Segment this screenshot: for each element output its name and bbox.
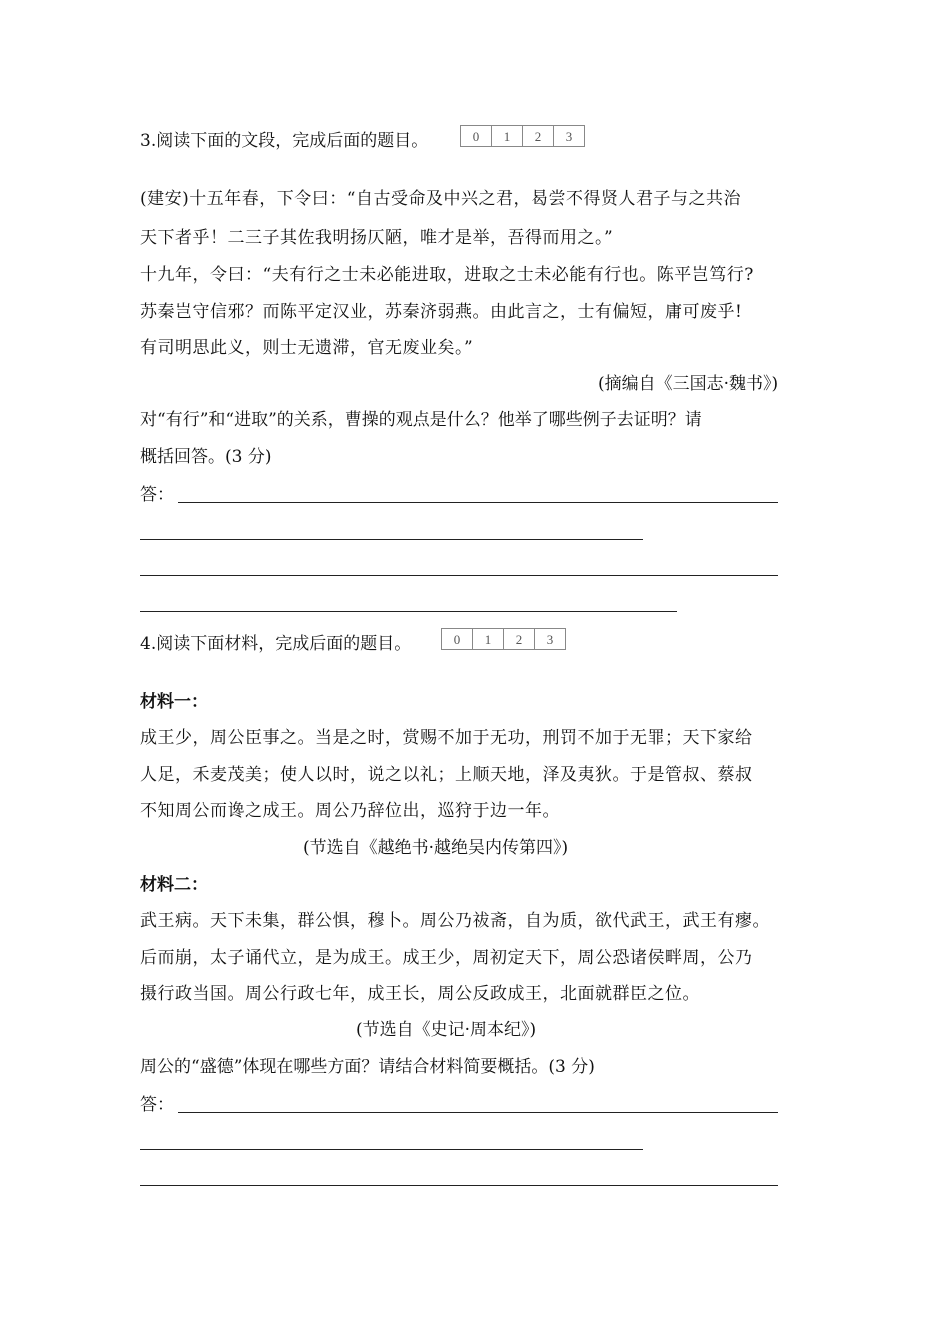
- q3-answer-line-1[interactable]: [178, 502, 778, 503]
- q4-answer-line-2[interactable]: [140, 1149, 643, 1150]
- q3-answer-line-2[interactable]: [140, 539, 643, 540]
- material2-line: 武王病。天下未集，群公惧，穆卜。周公乃祓斋，自为质，欲代武王，武王有瘳。: [140, 911, 770, 931]
- q3-score-boxes[interactable]: [460, 125, 585, 147]
- q3-answer-label: 答：: [140, 485, 174, 505]
- material2-line: 摄行政当国。周公行政七年，成王长，周公反政成王，北面就群臣之位。: [140, 984, 700, 1004]
- material1-line: 人足，禾麦茂美；使人以时，说之以礼；上顺天地，泽及夷狄。于是管叔、蔡叔: [140, 765, 753, 785]
- q4-answer-label: 答：: [140, 1095, 174, 1115]
- q3-question-line: 概括回答。(3 分): [140, 447, 272, 467]
- q3-passage-line: 十九年，令曰：“夫有行之士未必能进取，进取之士未必能有行也。陈平岂笃行?: [140, 265, 754, 285]
- material1-source: (节选自《越绝书·越绝吴内传第四》): [303, 838, 569, 858]
- material2-title: 材料二：: [140, 875, 208, 895]
- material1-line: 不知周公而谗之成王。周公乃辞位出，巡狩于边一年。: [140, 801, 560, 821]
- q3-source: (摘编自《三国志·魏书》): [598, 374, 779, 394]
- score-box-1[interactable]: 1: [492, 126, 523, 146]
- q3-passage-line: 苏秦岂守信邪？而陈平定汉业，苏秦济弱燕。由此言之，士有偏短，庸可废乎!: [140, 302, 743, 322]
- material2-line: 后而崩，太子诵代立，是为成王。成王少，周初定天下，周公恐诸侯畔周，公乃: [140, 948, 753, 968]
- q3-answer-line-3[interactable]: [140, 575, 778, 576]
- score-box-0[interactable]: 0: [442, 629, 473, 649]
- material1-line: 成王少，周公臣事之。当是之时，赏赐不加于无功，刑罚不加于无罪；天下家给: [140, 728, 753, 748]
- q4-question: 周公的“盛德”体现在哪些方面？请结合材料简要概括。(3 分): [140, 1057, 595, 1077]
- score-box-3[interactable]: 3: [565, 129, 573, 144]
- score-box-3[interactable]: 3: [546, 632, 554, 647]
- q3-passage-line: 有司明思此义，则士无遗滞，官无废业矣。”: [140, 338, 474, 358]
- q3-answer-line-4[interactable]: [140, 611, 677, 612]
- score-box-1[interactable]: 1: [473, 629, 504, 649]
- material2-source: (节选自《史记·周本纪》): [356, 1020, 537, 1040]
- q3-heading: 3.阅读下面的文段，完成后面的题目。: [140, 131, 429, 151]
- q3-passage-line: 天下者乎！二三子其佐我明扬仄陋，唯才是举，吾得而用之。”: [140, 228, 614, 248]
- score-box-2[interactable]: 2: [523, 126, 554, 146]
- q4-answer-line-3[interactable]: [140, 1185, 778, 1186]
- material1-title: 材料一：: [140, 692, 208, 712]
- score-box-2[interactable]: 2: [504, 629, 535, 649]
- q4-score-boxes[interactable]: [441, 628, 566, 650]
- q3-passage-line: (建安)十五年春，下令曰：“自古受命及中兴之君，曷尝不得贤人君子与之共治: [140, 189, 741, 209]
- q4-answer-line-1[interactable]: [178, 1112, 778, 1113]
- q4-heading: 4.阅读下面材料，完成后面的题目。: [140, 634, 412, 654]
- score-box-0[interactable]: 0: [461, 126, 492, 146]
- q3-question-line: 对“有行”和“进取”的关系，曹操的观点是什么？他举了哪些例子去证明？请: [140, 410, 702, 430]
